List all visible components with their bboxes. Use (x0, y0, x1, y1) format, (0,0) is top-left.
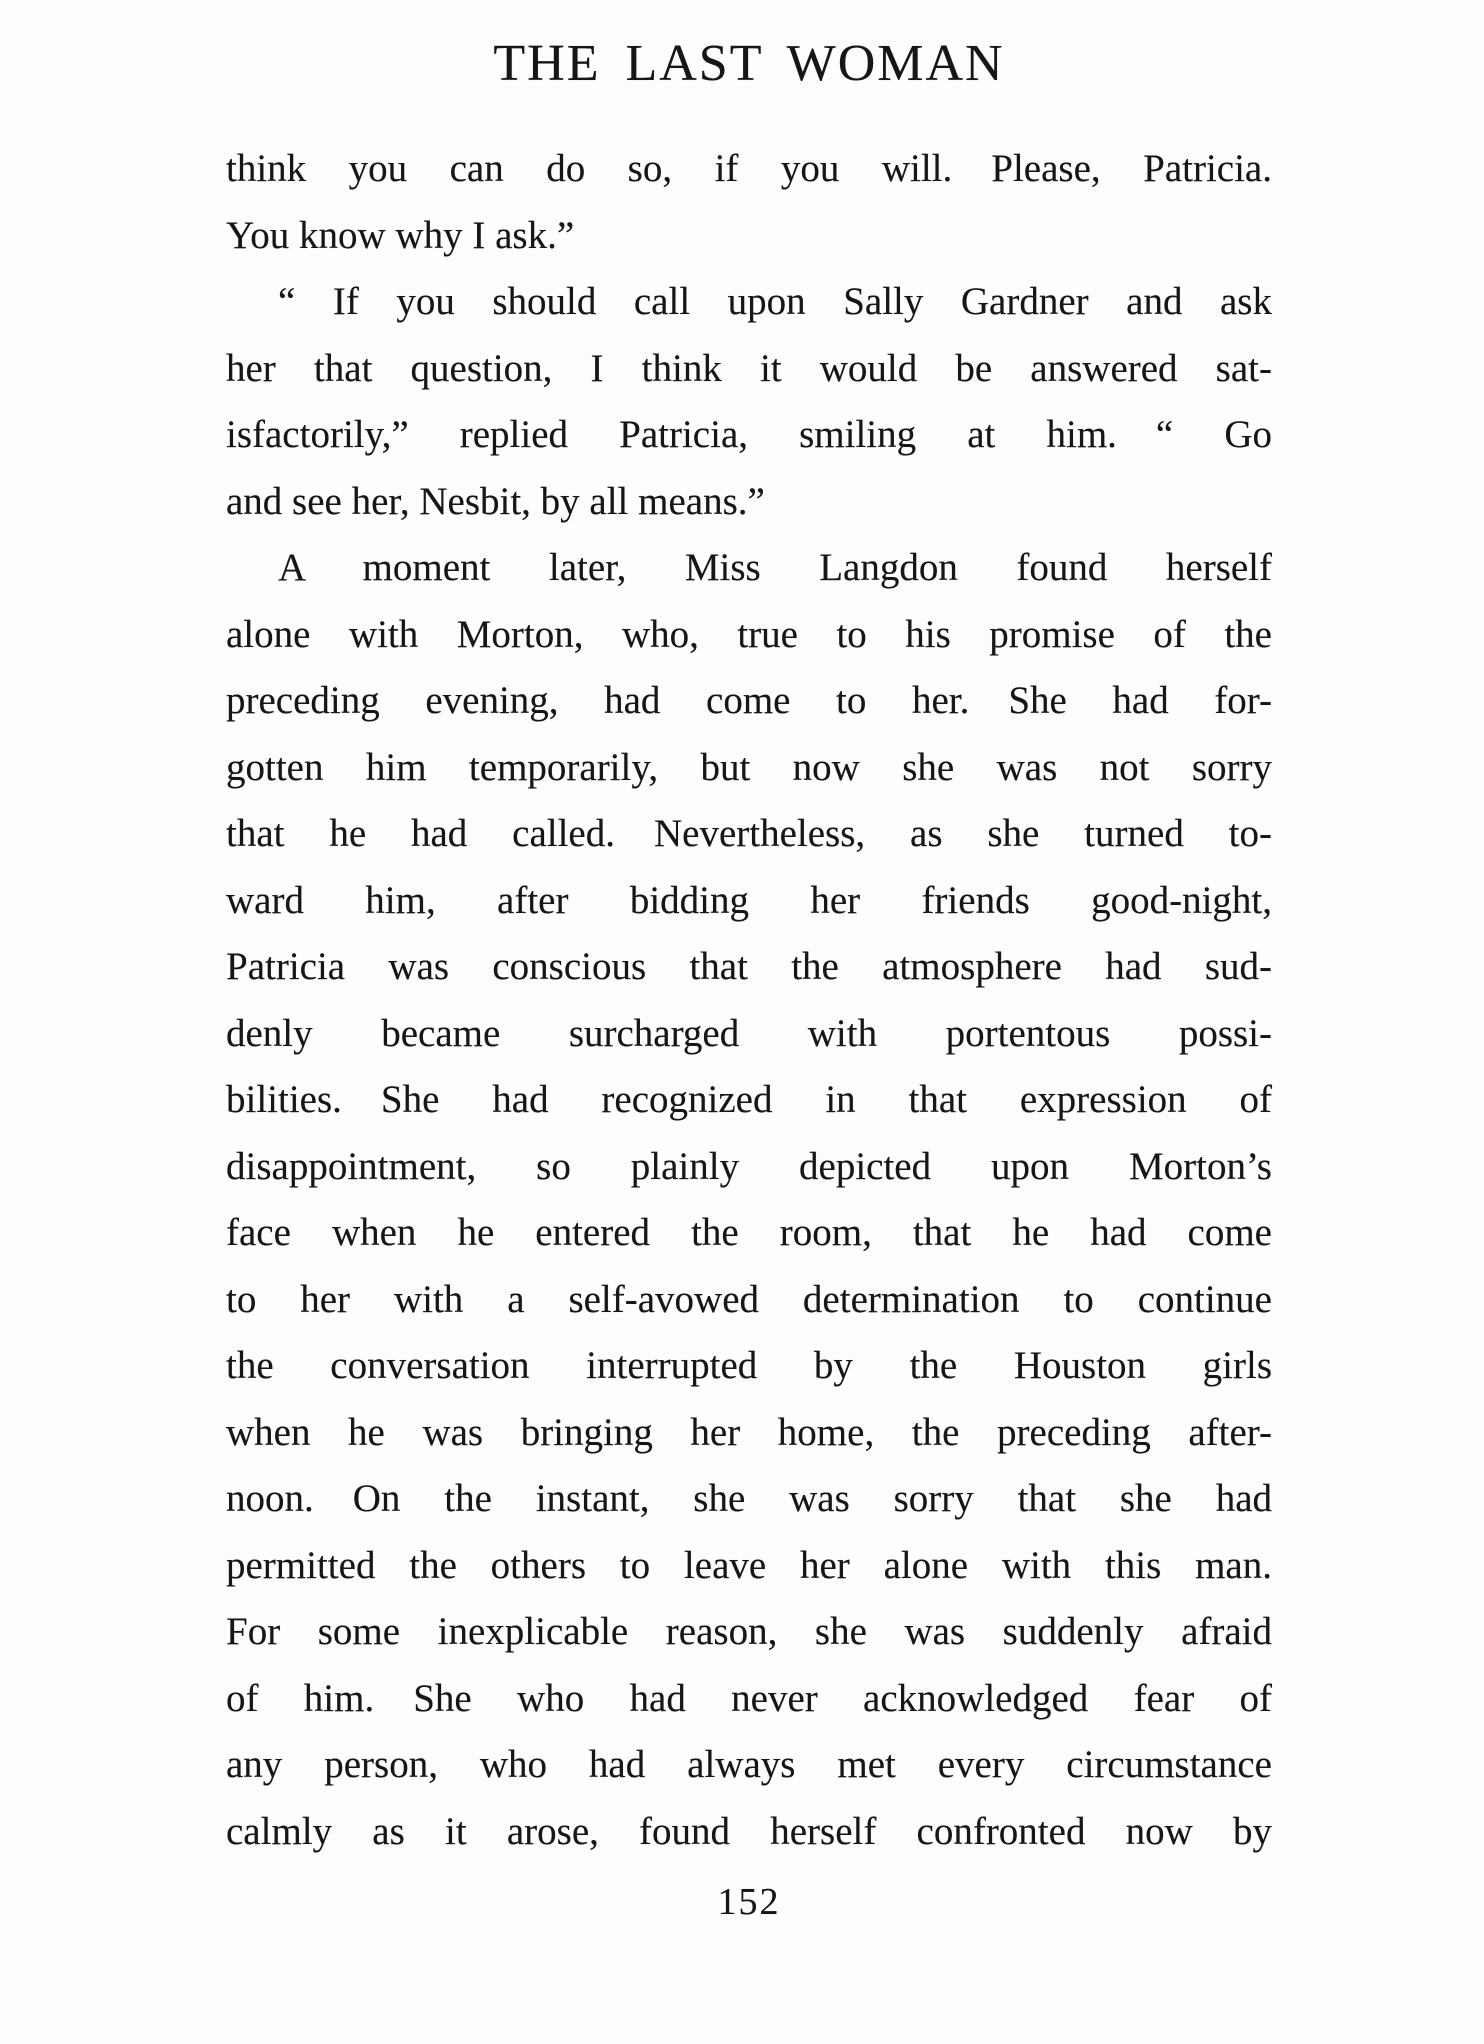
text-line: isfactorily,” replied Patricia, smiling at him. “ Go (226, 413, 1272, 456)
text-line: You know why I ask.” (226, 213, 575, 257)
text-line: “ If you should call upon Sally Gardner and ask (278, 280, 1272, 323)
running-header: THE LAST WOMAN (493, 35, 1005, 92)
text-line: A moment later, Miss Langdon found herself (278, 546, 1272, 589)
text-line: For some inexplicable reason, she was suddenly afraid (226, 1610, 1272, 1653)
text-line: and see her, Nesbit, by all means.” (226, 479, 765, 523)
text-line: any person, who had always met every circumstance (226, 1743, 1272, 1786)
text-line: her that question, I think it would be answered sat- (226, 346, 1272, 390)
text-line: think you can do so, if you will. Please, Patricia. (226, 147, 1272, 190)
text-line: when he was bringing her home, the preceding after- (226, 1410, 1272, 1454)
text-line: calmly as it arose, found herself confronted now by (226, 1809, 1272, 1853)
text-line: permitted the others to leave her alone with this man. (226, 1543, 1272, 1587)
text-line: face when he entered the room, that he had come (226, 1211, 1272, 1254)
page-number: 152 (717, 1881, 781, 1923)
text-line: disappointment, so plainly depicted upon Morton’s (226, 1144, 1272, 1188)
text-line: ward him, after bidding her friends good-night, (226, 878, 1272, 922)
text-line: Patricia was conscious that the atmosphere had sud- (226, 945, 1272, 988)
text-line: gotten him temporarily, but now she was not sorry (226, 745, 1272, 789)
text-line: bilities. She had recognized in that expression of (226, 1078, 1272, 1121)
text-line: of him. She who had never acknowledged fear of (226, 1676, 1272, 1720)
text-line: noon. On the instant, she was sorry that she had (226, 1477, 1272, 1520)
text-line: that he had called. Nevertheless, as she turned to- (226, 812, 1272, 855)
text-line: alone with Morton, who, true to his promise of the (226, 612, 1272, 656)
text-line: to her with a self-avowed determination to continue (226, 1277, 1272, 1321)
page-body-text (226, 136, 1272, 1865)
text-line: preceding evening, had come to her. She had for- (226, 679, 1272, 722)
text-line: the conversation interrupted by the Houston girls (226, 1344, 1272, 1387)
text-line: denly became surcharged with portentous possi- (226, 1011, 1272, 1055)
